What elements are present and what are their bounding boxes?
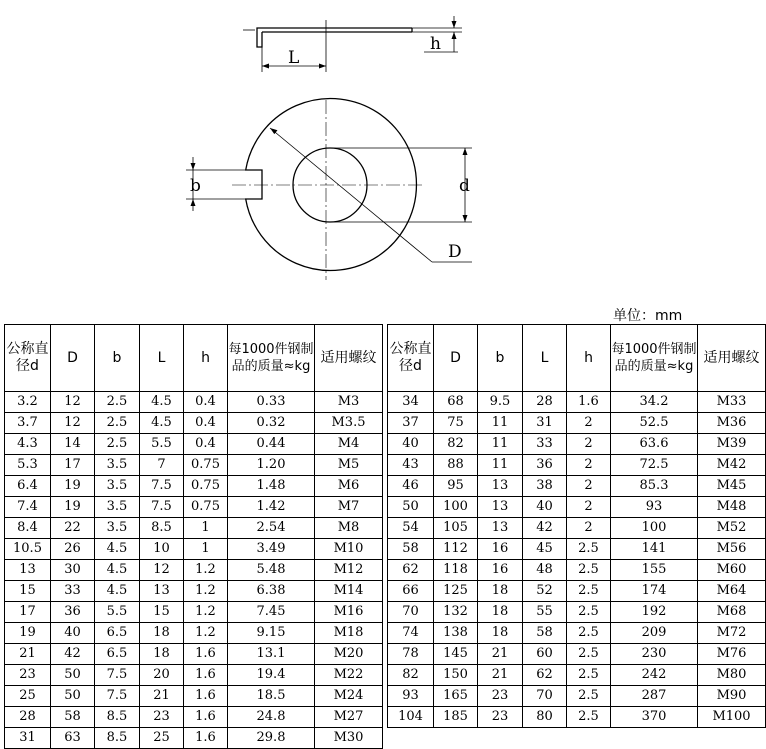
washer-front-view (186, 98, 472, 280)
table-cell: 15 (5, 581, 51, 602)
table-cell: M42 (698, 455, 766, 476)
table-cell: 40 (388, 434, 434, 455)
table-cell: 7.5 (95, 665, 140, 686)
table-cell: 75 (434, 413, 478, 434)
table-cell: 23 (140, 707, 184, 728)
table-cell: 1.2 (184, 581, 228, 602)
table-row (388, 644, 766, 665)
table-cell: M14 (315, 581, 383, 602)
table-row (5, 518, 383, 539)
table-cell: 4.5 (95, 581, 140, 602)
label-h: h (430, 34, 441, 54)
table-cell: 82 (388, 665, 434, 686)
table-cell: 46 (388, 476, 434, 497)
table-cell: 2.5 (95, 413, 140, 434)
table-cell: 52 (523, 581, 567, 602)
table-cell: 4.5 (95, 539, 140, 560)
table-cell: 141 (611, 539, 698, 560)
table-row (388, 476, 766, 497)
table-cell: 3.2 (5, 392, 51, 413)
table-cell: 25 (140, 728, 184, 749)
table-cell: 58 (388, 539, 434, 560)
table-cell: M39 (698, 434, 766, 455)
label-b: b (190, 176, 201, 196)
table-cell: 13 (478, 476, 523, 497)
table-cell: 2 (567, 455, 611, 476)
table-cell: 72.5 (611, 455, 698, 476)
header-nominal-diameter: 公称直径d (388, 325, 434, 392)
table-cell: 4.5 (140, 392, 184, 413)
table-cell: 112 (434, 539, 478, 560)
table-cell: M3 (315, 392, 383, 413)
table-cell: M20 (315, 644, 383, 665)
table-cell: 155 (611, 560, 698, 581)
table-cell: 34 (388, 392, 434, 413)
table-cell: 2.5 (567, 686, 611, 707)
table-cell: M60 (698, 560, 766, 581)
spec-table-left (4, 324, 383, 749)
table-cell: M72 (698, 623, 766, 644)
table-cell: 13 (140, 581, 184, 602)
table-cell: M18 (315, 623, 383, 644)
table-cell: 2.5 (567, 644, 611, 665)
table-cell: 0.4 (184, 413, 228, 434)
table-cell: 8.5 (140, 518, 184, 539)
table-cell: 70 (388, 602, 434, 623)
table-cell: 104 (388, 707, 434, 728)
table-body-left (5, 392, 383, 749)
table-cell: 18 (478, 623, 523, 644)
table-cell: 7.4 (5, 497, 51, 518)
table-row (388, 539, 766, 560)
washer-technical-drawing (0, 0, 766, 300)
table-cell: M27 (315, 707, 383, 728)
table-cell: 70 (523, 686, 567, 707)
table-row (5, 560, 383, 581)
table-header-row (5, 325, 383, 392)
table-cell: 12 (51, 392, 95, 413)
table-cell: 50 (388, 497, 434, 518)
table-row (5, 434, 383, 455)
table-cell: 2.5 (567, 539, 611, 560)
table-cell: 1.2 (184, 602, 228, 623)
table-cell: 74 (388, 623, 434, 644)
table-cell: 22 (51, 518, 95, 539)
table-cell: 40 (51, 623, 95, 644)
table-cell: 45 (523, 539, 567, 560)
table-cell: 0.4 (184, 434, 228, 455)
table-cell: 93 (388, 686, 434, 707)
table-cell: 1.6 (567, 392, 611, 413)
table-cell: 192 (611, 602, 698, 623)
table-cell: 7.5 (140, 497, 184, 518)
table-cell: 11 (478, 413, 523, 434)
label-L: L (288, 48, 300, 68)
table-cell: 31 (5, 728, 51, 749)
table-cell: 2.5 (95, 392, 140, 413)
table-cell: 19 (51, 497, 95, 518)
table-cell: 5.48 (228, 560, 315, 581)
table-cell: 5.5 (95, 602, 140, 623)
table-cell: 138 (434, 623, 478, 644)
table-cell: M4 (315, 434, 383, 455)
table-row (388, 392, 766, 413)
table-cell: 30 (51, 560, 95, 581)
table-row (388, 707, 766, 728)
table-row (388, 686, 766, 707)
table-cell: M52 (698, 518, 766, 539)
table-cell: 185 (434, 707, 478, 728)
table-cell: 370 (611, 707, 698, 728)
table-cell: 31 (523, 413, 567, 434)
table-row (388, 623, 766, 644)
table-cell: 43 (388, 455, 434, 476)
table-cell: 6.5 (95, 623, 140, 644)
table-cell: 3.5 (95, 476, 140, 497)
table-cell: 2.5 (567, 707, 611, 728)
table-row (5, 413, 383, 434)
table-cell: 23 (478, 707, 523, 728)
table-cell: 16 (478, 539, 523, 560)
label-d: d (459, 176, 470, 196)
table-cell: 6.4 (5, 476, 51, 497)
table-cell: 26 (51, 539, 95, 560)
table-cell: M10 (315, 539, 383, 560)
table-cell: 6.5 (95, 644, 140, 665)
table-cell: 11 (478, 455, 523, 476)
table-row (5, 455, 383, 476)
table-cell: 11 (478, 434, 523, 455)
table-cell: M76 (698, 644, 766, 665)
table-cell: M100 (698, 707, 766, 728)
table-cell: 25 (5, 686, 51, 707)
header-b: b (95, 325, 140, 392)
table-cell: 132 (434, 602, 478, 623)
table-cell: 2.5 (567, 560, 611, 581)
table-cell: M7 (315, 497, 383, 518)
table-cell: M45 (698, 476, 766, 497)
table-cell: 4.5 (140, 413, 184, 434)
table-cell: 21 (478, 665, 523, 686)
table-cell: 54 (388, 518, 434, 539)
table-cell: 3.5 (95, 497, 140, 518)
table-cell: 2 (567, 476, 611, 497)
table-cell: 18.5 (228, 686, 315, 707)
table-cell: 38 (523, 476, 567, 497)
table-cell: 9.15 (228, 623, 315, 644)
header-D: D (434, 325, 478, 392)
header-weight: 每1000件钢制品的质量≈kg (611, 325, 698, 392)
table-cell: 2 (567, 497, 611, 518)
table-cell: 62 (523, 665, 567, 686)
table-cell: 12 (51, 413, 95, 434)
table-cell: M80 (698, 665, 766, 686)
table-cell: 88 (434, 455, 478, 476)
table-cell: 3.7 (5, 413, 51, 434)
table-cell: 68 (434, 392, 478, 413)
table-cell: 19 (5, 623, 51, 644)
table-cell: 62 (388, 560, 434, 581)
table-cell: M33 (698, 392, 766, 413)
table-row (5, 644, 383, 665)
table-row (388, 581, 766, 602)
table-row (5, 581, 383, 602)
table-cell: M16 (315, 602, 383, 623)
header-weight: 每1000件钢制品的质量≈kg (228, 325, 315, 392)
table-row (388, 497, 766, 518)
header-h: h (184, 325, 228, 392)
table-cell: 28 (5, 707, 51, 728)
table-cell: 2 (567, 434, 611, 455)
header-nominal-diameter: 公称直径d (5, 325, 51, 392)
table-cell: 125 (434, 581, 478, 602)
table-row (5, 728, 383, 749)
table-row (5, 539, 383, 560)
table-cell: 242 (611, 665, 698, 686)
table-cell: 13.1 (228, 644, 315, 665)
table-cell: 18 (140, 623, 184, 644)
table-cell: 145 (434, 644, 478, 665)
table-cell: 58 (523, 623, 567, 644)
table-cell: 58 (51, 707, 95, 728)
table-cell: 78 (388, 644, 434, 665)
table-cell: 10 (140, 539, 184, 560)
table-cell: 18 (140, 644, 184, 665)
table-cell: 2.5 (567, 602, 611, 623)
table-cell: 1.2 (184, 560, 228, 581)
table-cell: M64 (698, 581, 766, 602)
table-cell: 50 (51, 686, 95, 707)
unit-note: 单位：mm (613, 308, 683, 324)
header-D: D (51, 325, 95, 392)
table-cell: 165 (434, 686, 478, 707)
table-row (5, 686, 383, 707)
table-cell: M24 (315, 686, 383, 707)
header-b: b (478, 325, 523, 392)
table-cell: 209 (611, 623, 698, 644)
table-cell: 17 (51, 455, 95, 476)
table-cell: 14 (51, 434, 95, 455)
table-cell: 230 (611, 644, 698, 665)
table-cell: 13 (478, 518, 523, 539)
table-cell: 0.75 (184, 476, 228, 497)
table-row (388, 518, 766, 539)
table-cell: 85.3 (611, 476, 698, 497)
table-cell: 5.5 (140, 434, 184, 455)
table-cell: 7.5 (95, 686, 140, 707)
table-body-right (388, 392, 766, 728)
table-row (5, 623, 383, 644)
table-cell: 16 (478, 560, 523, 581)
table-cell: 100 (611, 518, 698, 539)
table-cell: 100 (434, 497, 478, 518)
table-cell: 55 (523, 602, 567, 623)
table-cell: 4.3 (5, 434, 51, 455)
table-cell: 18 (478, 602, 523, 623)
table-cell: 80 (523, 707, 567, 728)
table-cell: 40 (523, 497, 567, 518)
table-cell: 28 (523, 392, 567, 413)
table-cell: 7.5 (140, 476, 184, 497)
table-row (5, 707, 383, 728)
table-cell: 23 (5, 665, 51, 686)
table-cell: 15 (140, 602, 184, 623)
table-row (388, 455, 766, 476)
table-cell: 0.32 (228, 413, 315, 434)
table-cell: 34.2 (611, 392, 698, 413)
table-row (388, 602, 766, 623)
table-cell: 19 (51, 476, 95, 497)
table-cell: 60 (523, 644, 567, 665)
table-cell: 4.5 (95, 560, 140, 581)
table-cell: M68 (698, 602, 766, 623)
table-cell: M48 (698, 497, 766, 518)
table-cell: 24.8 (228, 707, 315, 728)
table-cell: M6 (315, 476, 383, 497)
table-cell: 8.4 (5, 518, 51, 539)
table-cell: 23 (478, 686, 523, 707)
table-cell: 0.44 (228, 434, 315, 455)
table-cell: 1 (184, 539, 228, 560)
table-cell: M5 (315, 455, 383, 476)
table-cell: 174 (611, 581, 698, 602)
table-cell: 0.75 (184, 455, 228, 476)
table-cell: 1.20 (228, 455, 315, 476)
table-cell: 3.5 (95, 455, 140, 476)
table-cell: 2.5 (95, 434, 140, 455)
table-cell: 3.49 (228, 539, 315, 560)
label-D: D (448, 242, 462, 262)
table-cell: 13 (5, 560, 51, 581)
table-row (5, 392, 383, 413)
table-cell: 48 (523, 560, 567, 581)
table-row (5, 665, 383, 686)
table-cell: 21 (140, 686, 184, 707)
table-cell: 19.4 (228, 665, 315, 686)
table-cell: 2.5 (567, 581, 611, 602)
table-cell: 52.5 (611, 413, 698, 434)
table-cell: 7.45 (228, 602, 315, 623)
table-cell: 105 (434, 518, 478, 539)
header-thread: 适用螺纹 (698, 325, 766, 392)
table-cell: 20 (140, 665, 184, 686)
table-cell: 50 (51, 665, 95, 686)
table-cell: 2 (567, 518, 611, 539)
header-h: h (567, 325, 611, 392)
table-cell: 1 (184, 518, 228, 539)
table-cell: 0.33 (228, 392, 315, 413)
table-cell: M8 (315, 518, 383, 539)
table-cell: 42 (51, 644, 95, 665)
table-cell: 36 (523, 455, 567, 476)
table-cell: 42 (523, 518, 567, 539)
table-cell: 1.48 (228, 476, 315, 497)
table-cell: 1.6 (184, 728, 228, 749)
table-cell: 33 (523, 434, 567, 455)
table-cell: 287 (611, 686, 698, 707)
table-cell: 8.5 (95, 728, 140, 749)
table-cell: 17 (5, 602, 51, 623)
table-cell: 8.5 (95, 707, 140, 728)
spec-table-right (387, 324, 766, 728)
table-cell: 0.4 (184, 392, 228, 413)
table-cell: M12 (315, 560, 383, 581)
table-cell: 6.38 (228, 581, 315, 602)
table-row (5, 476, 383, 497)
table-row (388, 413, 766, 434)
table-cell: 21 (478, 644, 523, 665)
table-cell: M30 (315, 728, 383, 749)
table-cell: M36 (698, 413, 766, 434)
table-cell: 93 (611, 497, 698, 518)
table-cell: 0.75 (184, 497, 228, 518)
table-row (5, 497, 383, 518)
header-thread: 适用螺纹 (315, 325, 383, 392)
table-cell: 63.6 (611, 434, 698, 455)
table-cell: 21 (5, 644, 51, 665)
table-row (388, 560, 766, 581)
header-L: L (523, 325, 567, 392)
table-cell: M90 (698, 686, 766, 707)
table-cell: 5.3 (5, 455, 51, 476)
table-cell: 13 (478, 497, 523, 518)
table-cell: 2.54 (228, 518, 315, 539)
table-cell: 63 (51, 728, 95, 749)
table-cell: 33 (51, 581, 95, 602)
table-cell: 95 (434, 476, 478, 497)
table-row (388, 665, 766, 686)
table-cell: 36 (51, 602, 95, 623)
table-header-row (388, 325, 766, 392)
table-cell: 7 (140, 455, 184, 476)
table-cell: 2 (567, 413, 611, 434)
table-cell: 12 (140, 560, 184, 581)
table-row (388, 434, 766, 455)
table-cell: M22 (315, 665, 383, 686)
table-cell: M3.5 (315, 413, 383, 434)
table-cell: 82 (434, 434, 478, 455)
table-cell: 29.8 (228, 728, 315, 749)
table-cell: 10.5 (5, 539, 51, 560)
table-cell: 9.5 (478, 392, 523, 413)
table-cell: M56 (698, 539, 766, 560)
table-cell: 2.5 (567, 623, 611, 644)
table-cell: 1.42 (228, 497, 315, 518)
header-L: L (140, 325, 184, 392)
table-cell: 66 (388, 581, 434, 602)
table-cell: 3.5 (95, 518, 140, 539)
table-cell: 1.6 (184, 644, 228, 665)
table-cell: 150 (434, 665, 478, 686)
table-cell: 1.6 (184, 686, 228, 707)
table-cell: 2.5 (567, 665, 611, 686)
table-cell: 37 (388, 413, 434, 434)
table-cell: 1.6 (184, 707, 228, 728)
table-cell: 1.6 (184, 665, 228, 686)
table-cell: 118 (434, 560, 478, 581)
table-row (5, 602, 383, 623)
table-cell: 18 (478, 581, 523, 602)
table-cell: 1.2 (184, 623, 228, 644)
